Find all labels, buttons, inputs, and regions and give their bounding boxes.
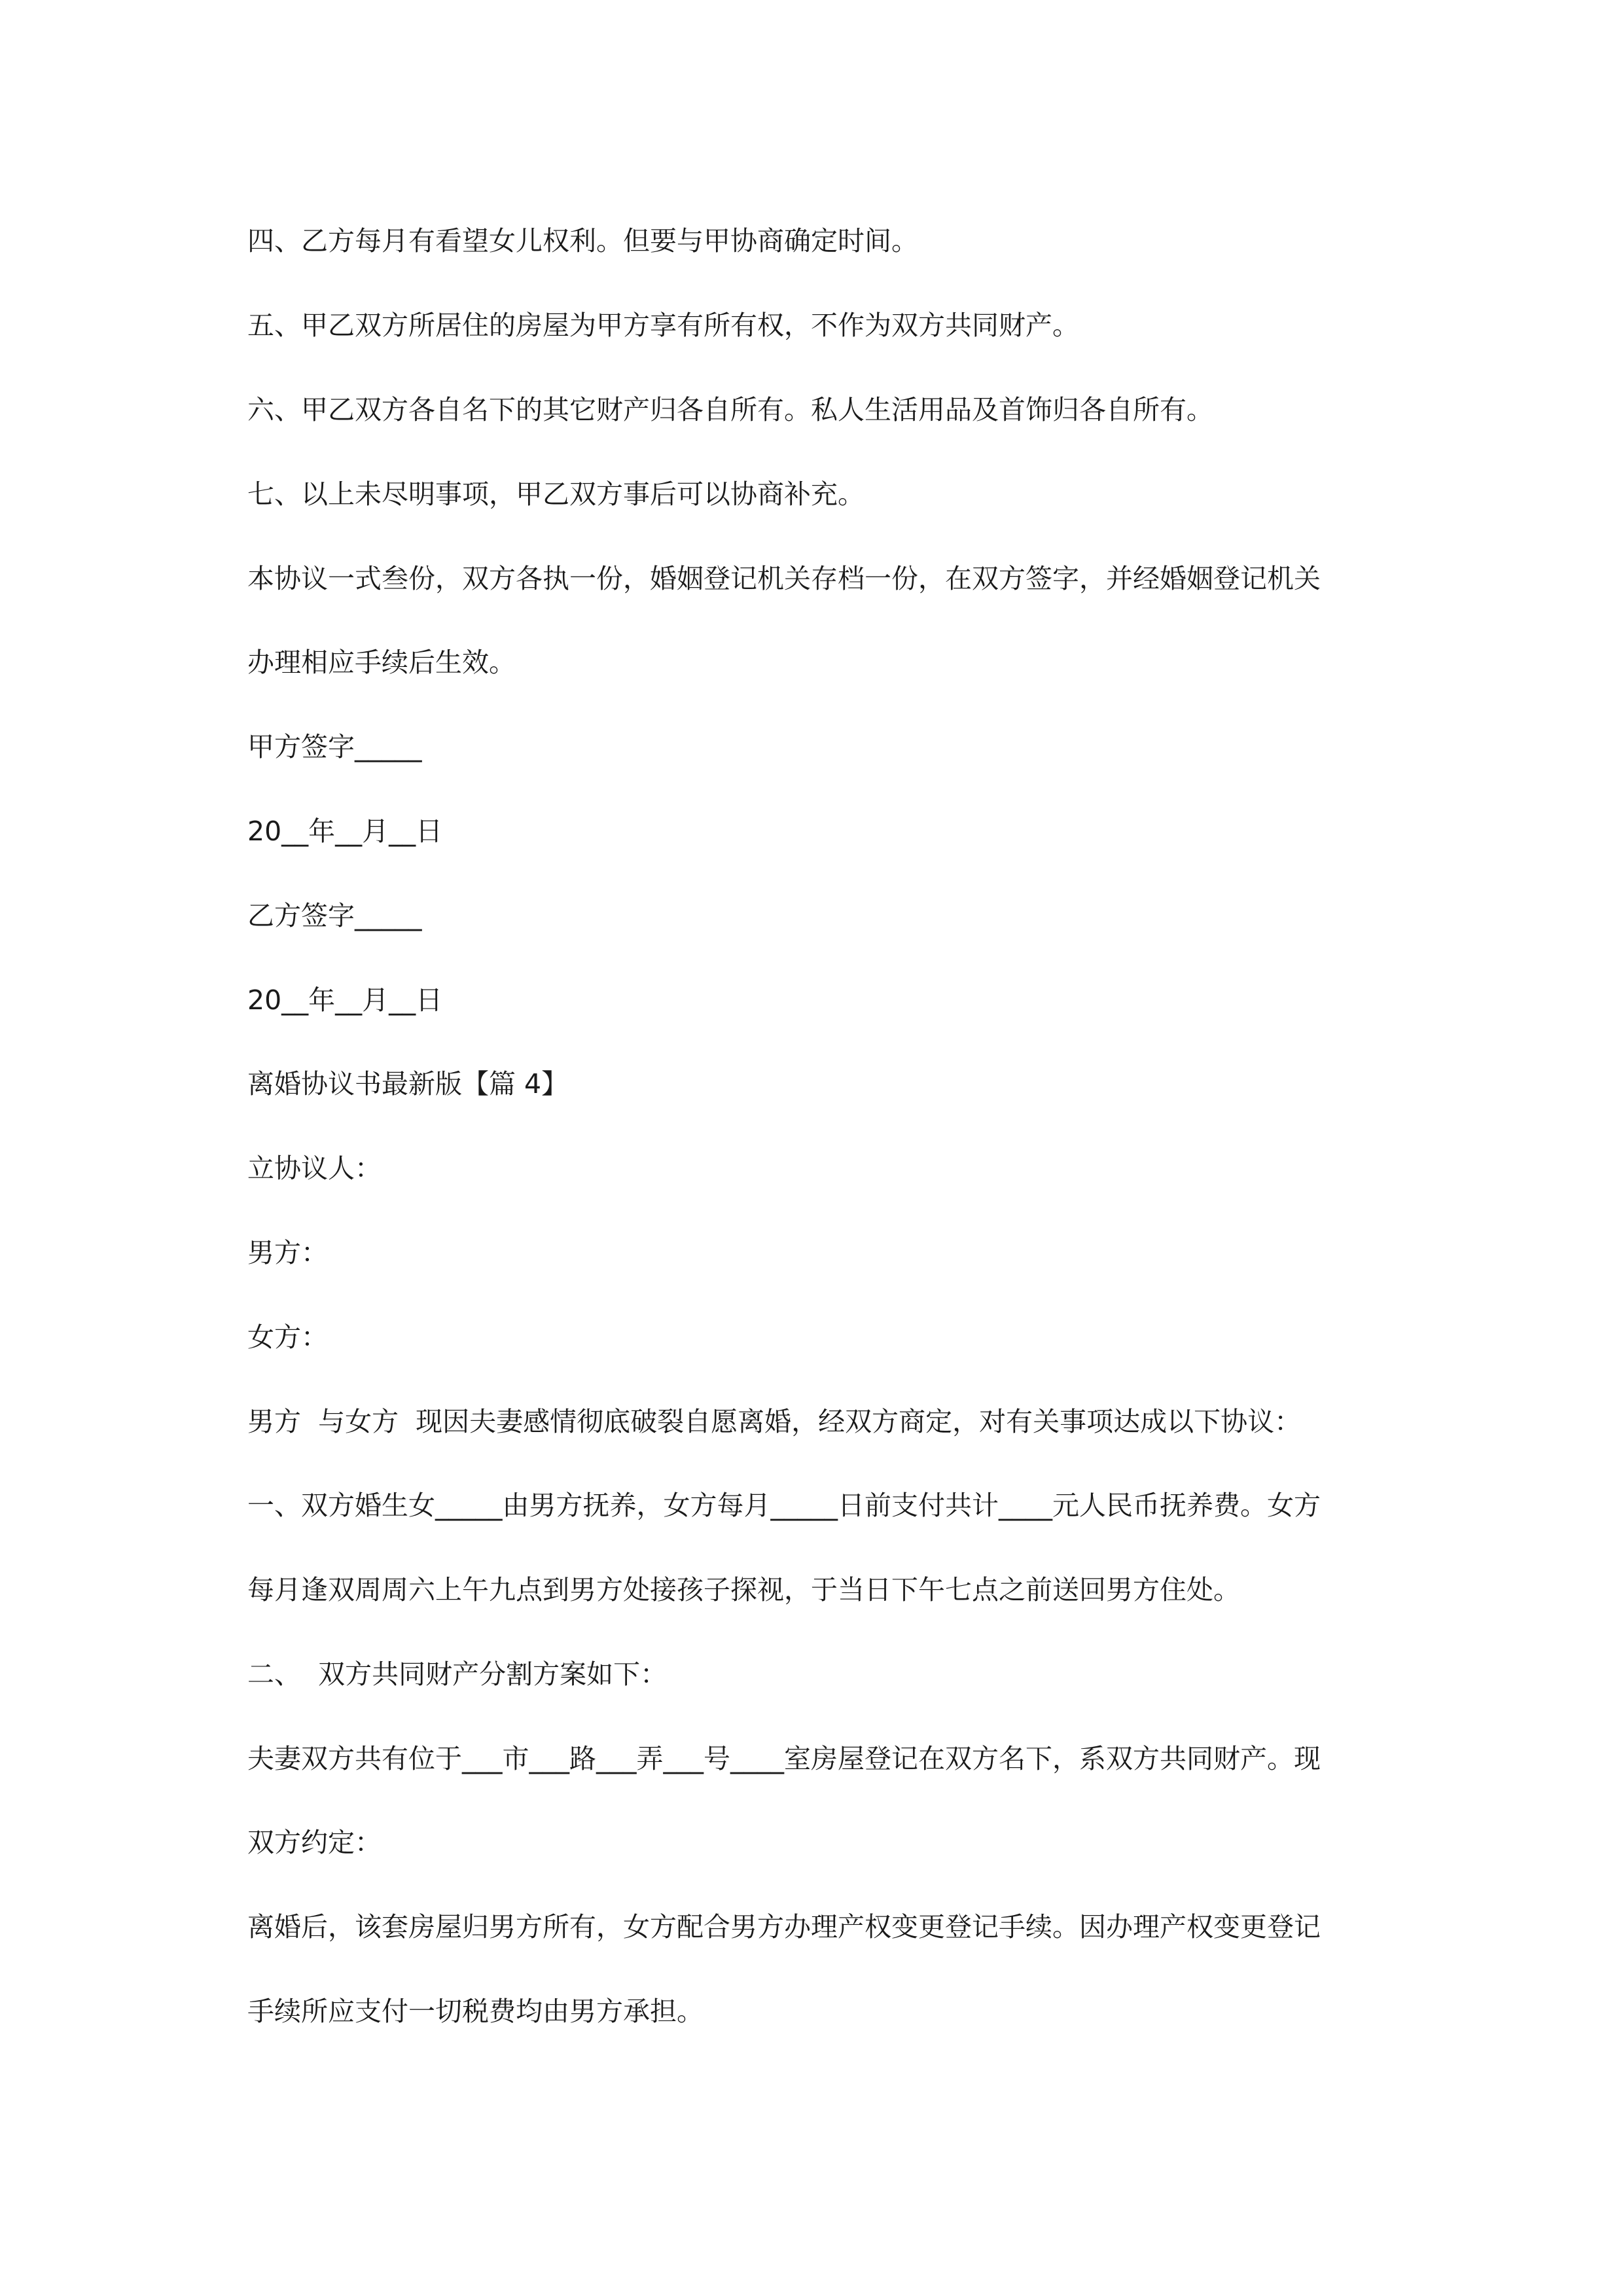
after-divorce-line-2: 手续所应支付一切税费均由男方承担。 xyxy=(247,1996,704,2027)
agreement-copies-line-2: 办理相应手续后生效。 xyxy=(247,647,516,678)
party-b-signature: 乙方签字_____ xyxy=(247,900,422,931)
clause-six: 六、甲乙双方各自名下的其它财产归各自所有。私人生活用品及首饰归各自所有。 xyxy=(247,394,1213,425)
clause-one-line-2: 每月逢双周周六上午九点到男方处接孩子探视，于当日下午七点之前送回男方住处。 xyxy=(247,1574,1240,1605)
agreement-parties-label: 立协议人： xyxy=(247,1153,382,1184)
clause-one-line-1: 一、双方婚生女_____由男方抚养，女方每月_____日前支付共计____元人民币抚养费。女方 xyxy=(247,1490,1321,1521)
section-heading: 离婚协议书最新版【篇 4】 xyxy=(247,1068,569,1100)
party-a-date: 20__年__月__日 xyxy=(247,816,443,847)
clause-seven: 七、以上未尽明事项，甲乙双方事后可以协商补充。 xyxy=(247,478,865,510)
female-party-label: 女方： xyxy=(247,1321,328,1353)
male-party-label: 男方： xyxy=(247,1237,328,1268)
agreement-copies-line-1: 本协议一式叁份，双方各执一份，婚姻登记机关存档一份，在双方签字，并经婚姻登记机关 xyxy=(247,563,1321,594)
clause-five: 五、甲乙双方所居住的房屋为甲方享有所有权，不作为双方共同财产。 xyxy=(247,310,1079,341)
property-line-2: 双方约定： xyxy=(247,1827,382,1858)
property-line-1: 夫妻双方共有位于___市___路___弄___号____室房屋登记在双方名下，系双方共同财产。现 xyxy=(247,1743,1321,1774)
clause-two-heading: 二、 双方共同财产分割方案如下： xyxy=(247,1659,668,1690)
after-divorce-line-1: 离婚后，该套房屋归男方所有，女方配合男方办理产权变更登记手续。因办理产权变更登记 xyxy=(247,1911,1321,1943)
party-a-signature: 甲方签字_____ xyxy=(247,731,422,762)
clause-four: 四、乙方每月有看望女儿权利。但要与甲协商确定时间。 xyxy=(247,225,918,257)
party-b-date: 20__年__月__日 xyxy=(247,984,443,1016)
preamble: 男方 与女方 现因夫妻感情彻底破裂自愿离婚，经双方商定，对有关事项达成以下协议： xyxy=(247,1406,1302,1437)
